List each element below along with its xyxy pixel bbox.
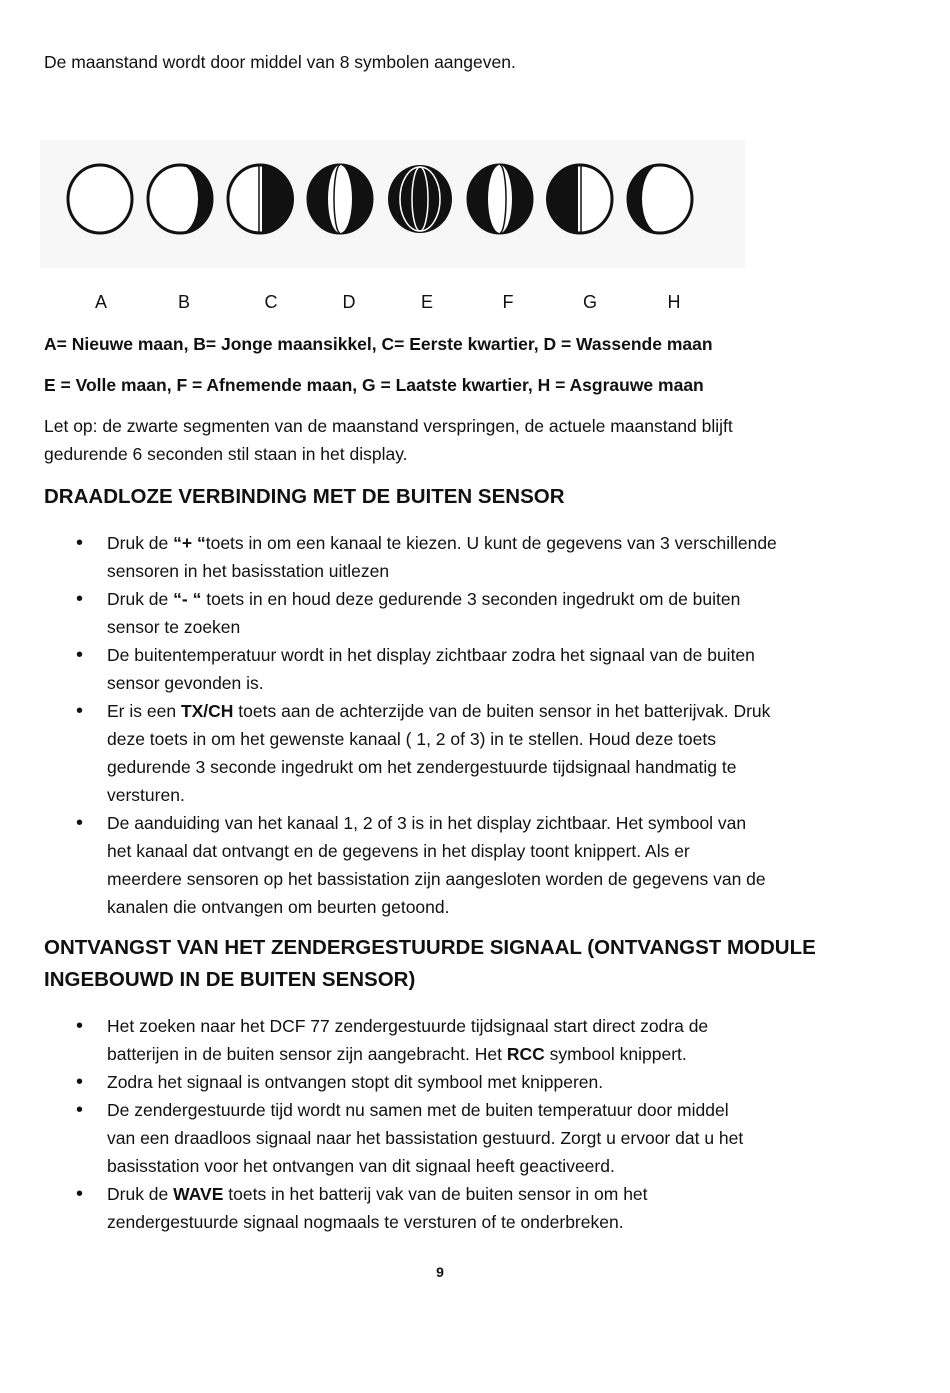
bullet-icon: • xyxy=(76,1015,84,1037)
wireless-bullet-list xyxy=(44,529,844,921)
waning-gibbous-icon xyxy=(466,163,534,235)
list-item: • Druk de “+ “toets in om een kanaal te kiezen. U kunt de gegevens van 3 verschillende sensoren in het basisstation uitlezen xyxy=(44,529,844,585)
list-item: • De zendergestuurde tijd wordt nu samen met de buiten temperatuur door middel van een draadloos signaal naar het bassistation gestuurd. Zorgt u ervoor dat u het basisstation voor het ontvangen van dit signaal heeft geactiveerd. xyxy=(44,1096,844,1180)
radio-signal-bullet-list xyxy=(44,1012,844,1236)
page-number: 9 xyxy=(436,1264,444,1280)
list-item: • De aanduiding van het kanaal 1, 2 of 3 is in het display zichtbaar. Het symbool van het kanaal dat ontvangt en de gegevens in het display toont knippert. Als er meerdere sensoren op het bassistation zijn aangesloten worden de gegevens van de kanalen die ontvangen om beurten getoond. xyxy=(44,809,844,921)
bullet-icon: • xyxy=(76,644,84,666)
section-heading-radio-signal: ONTVANGST VAN HET ZENDERGESTUURDE SIGNAAL (ONTVANGST MODULE INGEBOUWD IN DE BUITEN SENSOR) xyxy=(44,936,816,991)
ashen-moon-icon xyxy=(626,163,694,235)
bullet-icon: • xyxy=(76,532,84,554)
note-line: Let op: de zwarte segmenten van de maanstand verspringen, de actuele maanstand blijft xyxy=(44,416,733,436)
full-moon-icon xyxy=(386,163,454,235)
intro-text: De maanstand wordt door middel van 8 symbolen aangeven. xyxy=(44,52,516,72)
list-item: • Druk de “- “ toets in en houd deze gedurende 3 seconden ingedrukt om de buiten sensor te zoeken xyxy=(44,585,844,641)
bullet-icon: • xyxy=(76,1071,84,1093)
bullet-icon: • xyxy=(76,1099,84,1121)
list-item: • Druk de WAVE toets in het batterij vak van de buiten sensor in om het zendergestuurde signaal nogmaals te versturen of te onderbreken. xyxy=(44,1180,844,1236)
new-moon-icon xyxy=(66,163,134,235)
list-item: • Het zoeken naar het DCF 77 zendergestuurde tijdsignaal start direct zodra de batterijen in de buiten sensor zijn aangebracht. Het RCC symbool knippert. xyxy=(44,1012,844,1068)
note-line: gedurende 6 seconden stil staan in het display. xyxy=(44,444,408,464)
moon-letter-g: G xyxy=(582,292,597,312)
moon-letter-e: E xyxy=(420,292,433,312)
moon-letter-a: A xyxy=(94,292,107,312)
moon-letter-h: H xyxy=(667,292,681,312)
moon-letter-b: B xyxy=(177,292,190,312)
moon-legend-line-1: A= Nieuwe maan, B= Jonge maansikkel, C= Eerste kwartier, D = Wassende maan xyxy=(44,334,713,354)
list-item: • Zodra het signaal is ontvangen stopt dit symbool met knipperen. xyxy=(44,1068,844,1096)
first-quarter-icon xyxy=(226,163,294,235)
moon-letter-f: F xyxy=(502,292,514,312)
list-item: • Er is een TX/CH toets aan de achterzijde van de buiten sensor in het batterijvak. Druk deze toets in om het gewenste kanaal ( 1, 2 of 3) in te stellen. Houd deze toets gedurende 3 seconde ingedrukt om het zendergestuurde tijdsignaal handmatig te versturen. xyxy=(44,697,844,809)
last-quarter-icon xyxy=(546,163,614,235)
section-heading-wireless: DRAADLOZE VERBINDING MET DE BUITEN SENSOR xyxy=(44,485,565,508)
bullet-icon: • xyxy=(76,812,84,834)
bullet-icon: • xyxy=(76,1183,84,1205)
bullet-icon: • xyxy=(76,588,84,610)
moon-letter-c: C xyxy=(264,292,278,312)
note-paragraph xyxy=(44,412,844,468)
list-item: • De buitentemperatuur wordt in het display zichtbaar zodra het signaal van de buiten sensor gevonden is. xyxy=(44,641,844,697)
moon-letter-d: D xyxy=(342,292,356,312)
waxing-crescent-icon xyxy=(146,163,214,235)
bullet-icon: • xyxy=(76,700,84,722)
waxing-gibbous-icon xyxy=(306,163,374,235)
moon-legend-line-2: E = Volle maan, F = Afnemende maan, G = Laatste kwartier, H = Asgrauwe maan xyxy=(44,375,704,395)
